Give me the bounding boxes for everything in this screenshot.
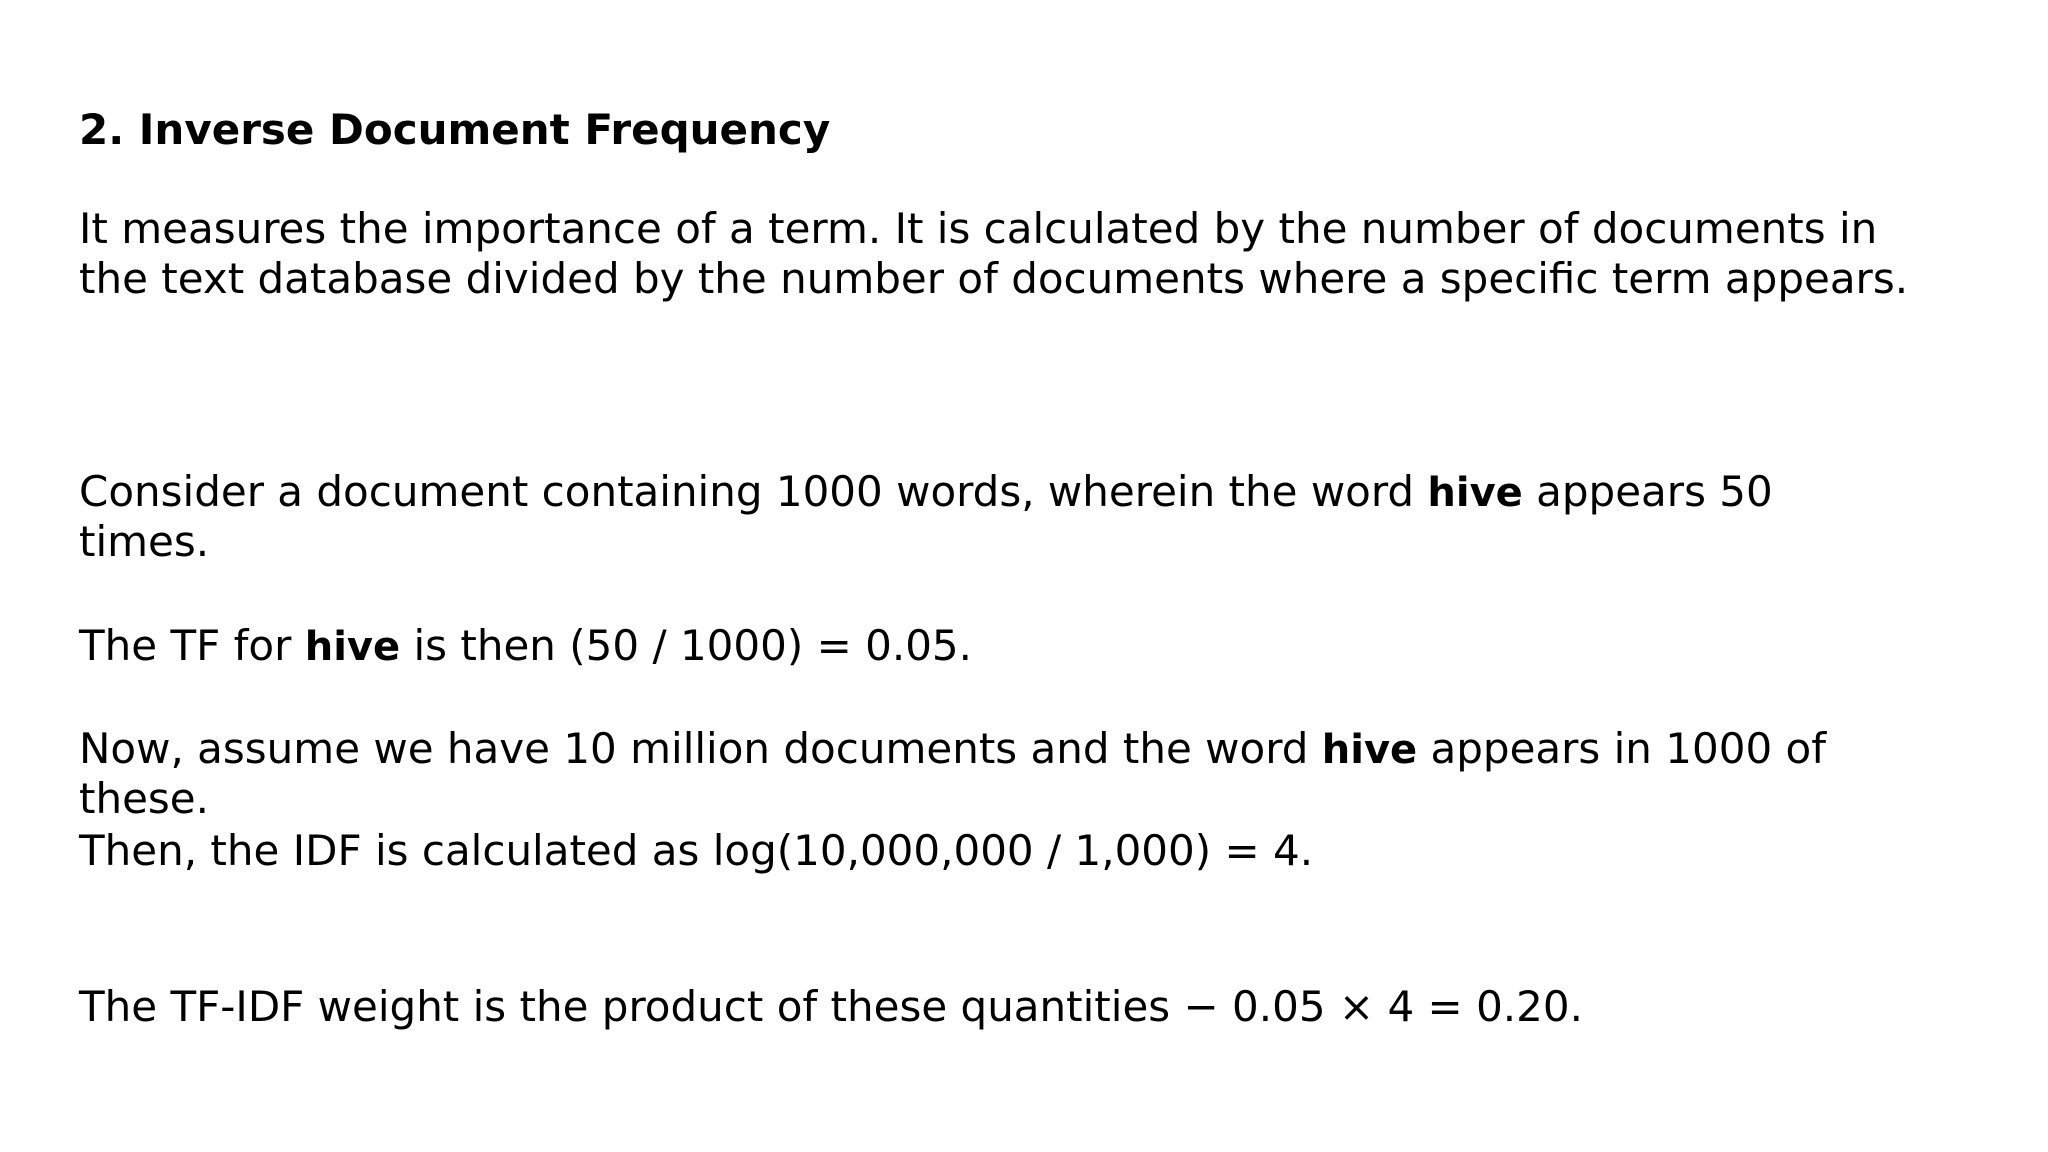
now-line-2: these. [79, 774, 209, 823]
idf-line: Then, the IDF is calculated as log(10,000,000 / 1,000) = 4. [79, 826, 1314, 875]
now-text-before: Now, assume we have 10 million documents and the word [79, 724, 1322, 773]
tf-line [79, 620, 972, 673]
tf-text-after: is then (50 / 1000) = 0.05. [400, 621, 972, 670]
tf-text-before: The TF for [79, 621, 305, 670]
term-hive: hive [304, 624, 401, 670]
now-text-after: appears in 1000 of [1417, 724, 1826, 773]
definition-line-1: It measures the importance of a term. It is calculated by the number of documents in [79, 204, 1878, 253]
tfidf-line: The TF-IDF weight is the product of these quantities − 0.05 × 4 = 0.20. [79, 982, 1583, 1031]
consider-text-before: Consider a document containing 1000 words, wherein the word [79, 467, 1428, 516]
term-hive: hive [1427, 470, 1523, 516]
consider-line-2: times. [79, 517, 210, 566]
section-heading: 2. Inverse Document Frequency [79, 105, 831, 154]
now-line-1 [79, 723, 1826, 776]
term-hive: hive [1321, 727, 1418, 773]
consider-text-after: appears 50 [1522, 467, 1773, 516]
consider-line-1 [79, 466, 1773, 519]
definition-line-2: the text database divided by the number of documents where a specific term appears. [79, 254, 1909, 303]
